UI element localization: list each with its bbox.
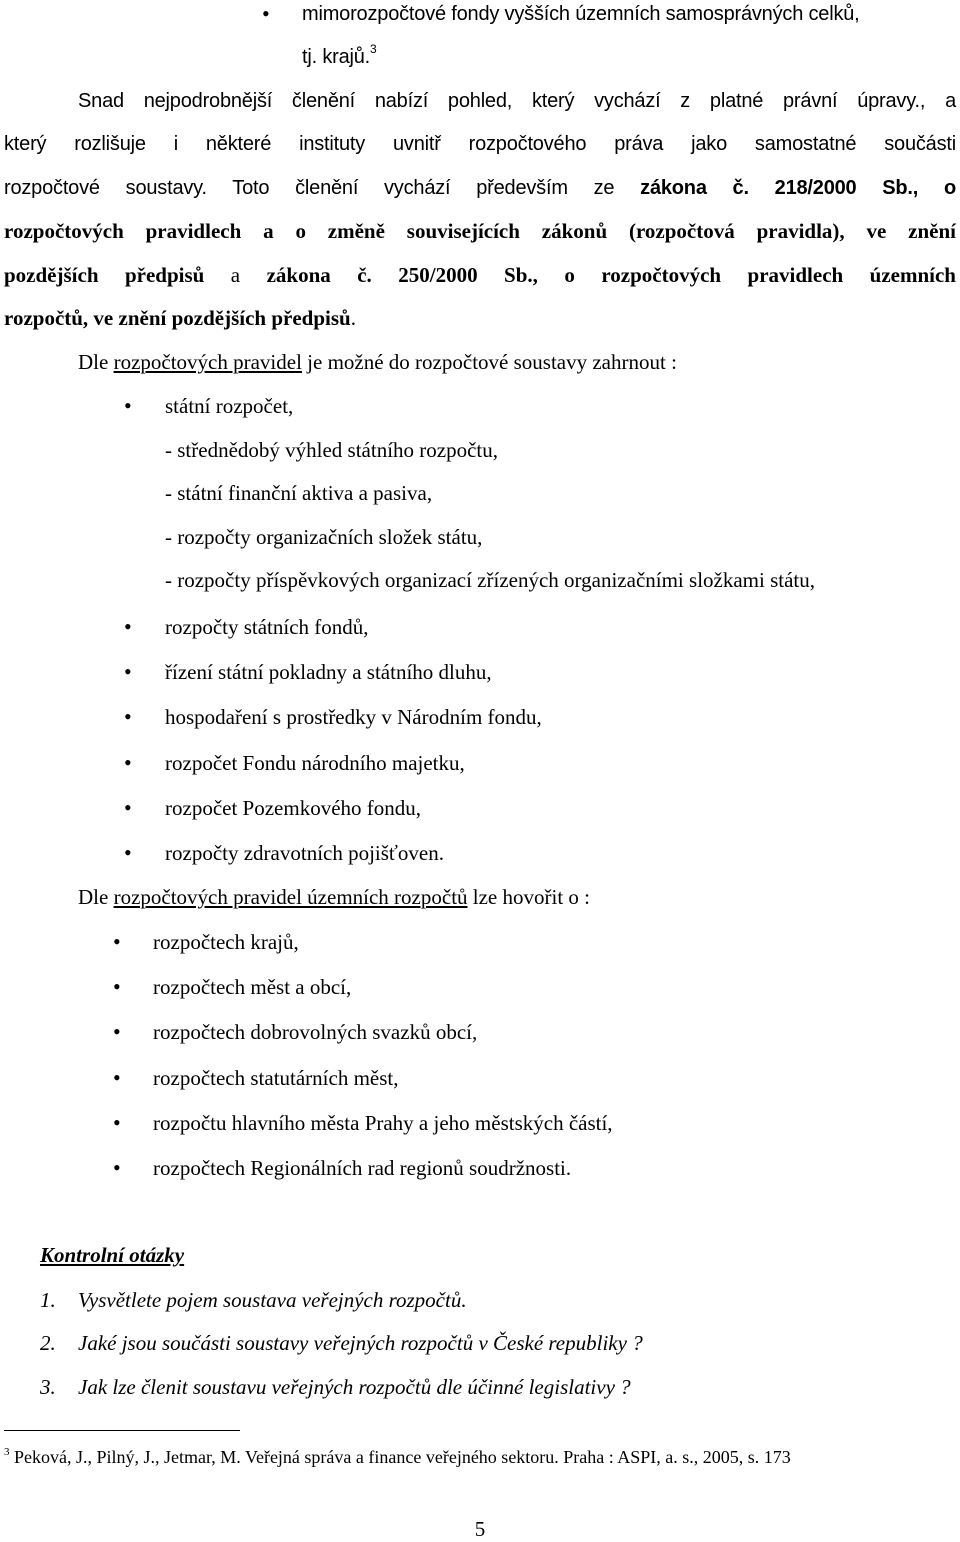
bullet-icon: • — [262, 1, 270, 26]
bullet-icon: • — [113, 974, 121, 999]
top-bullet-line2: tj. krajů.$^3$ — [302, 42, 377, 68]
bullet-icon: • — [113, 1019, 121, 1044]
bullet-icon: • — [124, 393, 132, 418]
local-intro: Dle rozpočtových pravidel územních rozpočtů lze hovořit o : — [78, 885, 591, 909]
para1-line1: Snad nejpodrobnější členění nabízí pohled, který vychází z platné právní úpravy., a — [78, 90, 956, 112]
para1-line6: rozpočtů, ve znění pozdějších předpisů. — [4, 306, 356, 330]
local-item: rozpočtu hlavního města Prahy a jeho městských částí, — [153, 1111, 613, 1135]
page-number: 5 — [474, 1517, 486, 1541]
state-item: řízení státní pokladny a státního dluhu, — [165, 660, 492, 684]
questions-heading: Kontrolní otázky — [40, 1243, 185, 1267]
local-item: rozpočtech statutárních měst, — [153, 1066, 399, 1090]
state-item: rozpočty zdravotních pojišťoven. — [165, 841, 444, 865]
bullet-icon: • — [124, 840, 132, 865]
state-item: rozpočet Pozemkového fondu, — [165, 796, 422, 820]
bullet-icon: • — [124, 614, 132, 639]
state-subitem: - střednědobý výhled státního rozpočtu, — [165, 438, 499, 462]
para1-line4: rozpočtových pravidlech a o změně souvisejících zákonů (rozpočtová pravidla), ve znění — [4, 219, 956, 243]
footnote-ref: 3 — [370, 42, 377, 56]
footnote-number: 3 — [4, 1446, 10, 1458]
state-subitem: - státní finanční aktiva a pasiva, — [165, 481, 433, 505]
local-item: rozpočtech měst a obcí, — [153, 975, 352, 999]
footnote-divider — [4, 1430, 240, 1431]
footnote-text: Peková, J., Pilný, J., Jetmar, M. Veřejná správa a finance veřejného sektoru. Praha : ASPI, a. s., 2005, s. 173 — [14, 1447, 791, 1467]
state-item: hospodaření s prostředky v Národním fondu, — [165, 705, 542, 729]
footnote — [4, 1444, 791, 1470]
state-subitem: - rozpočty organizačních složek státu, — [165, 525, 483, 549]
para1-line5: pozdějších předpisů a zákona č. 250/2000 Sb., o rozpočtových pravidlech územních — [4, 263, 956, 287]
bullet-icon: • — [113, 1155, 121, 1180]
local-item: rozpočtech Regionálních rad regionů soudržnosti. — [153, 1156, 572, 1180]
para1-line3: rozpočtové soustavy. Toto členění vychází především ze zákona č. 218/2000 Sb., o — [4, 177, 956, 199]
question-text: Vysvětlete pojem soustava veřejných rozpočtů. — [78, 1288, 467, 1312]
state-item: rozpočet Fondu národního majetku, — [165, 751, 465, 775]
bullet-icon: • — [124, 704, 132, 729]
question-text: Jak lze členit soustavu veřejných rozpočtů dle účinné legislativy ? — [78, 1375, 631, 1399]
bullet-icon: • — [113, 1110, 121, 1135]
bullet-icon: • — [124, 750, 132, 775]
para1-line2: který rozlišuje i některé instituty uvnitř rozpočtového práva jako samostatné součásti — [4, 133, 956, 155]
bullet-icon: • — [113, 929, 121, 954]
question-number: 2. — [40, 1331, 56, 1355]
bullet-icon: • — [124, 795, 132, 820]
bullet-icon: • — [113, 1065, 121, 1090]
question-text: Jaké jsou součásti soustavy veřejných rozpočtů v České republiky ? — [78, 1331, 643, 1355]
local-item: rozpočtech dobrovolných svazků obcí, — [153, 1020, 478, 1044]
question-number: 1. — [40, 1288, 56, 1312]
question-number: 3. — [40, 1375, 56, 1399]
local-intro-link: rozpočtových pravidel územních rozpočtů — [113, 885, 468, 909]
state-intro-link: rozpočtových pravidel — [113, 350, 302, 374]
state-item: státní rozpočet, — [165, 394, 294, 418]
local-item: rozpočtech krajů, — [153, 930, 299, 954]
state-subitem: - rozpočty příspěvkových organizací zřízených organizačními složkami státu, — [165, 568, 815, 592]
top-bullet-line1: mimorozpočtové fondy vyšších územních samosprávných celků, — [302, 3, 860, 25]
state-intro: Dle rozpočtových pravidel je možné do rozpočtové soustavy zahrnout : — [78, 350, 677, 374]
state-item: rozpočty státních fondů, — [165, 615, 369, 639]
bullet-icon: • — [124, 659, 132, 684]
